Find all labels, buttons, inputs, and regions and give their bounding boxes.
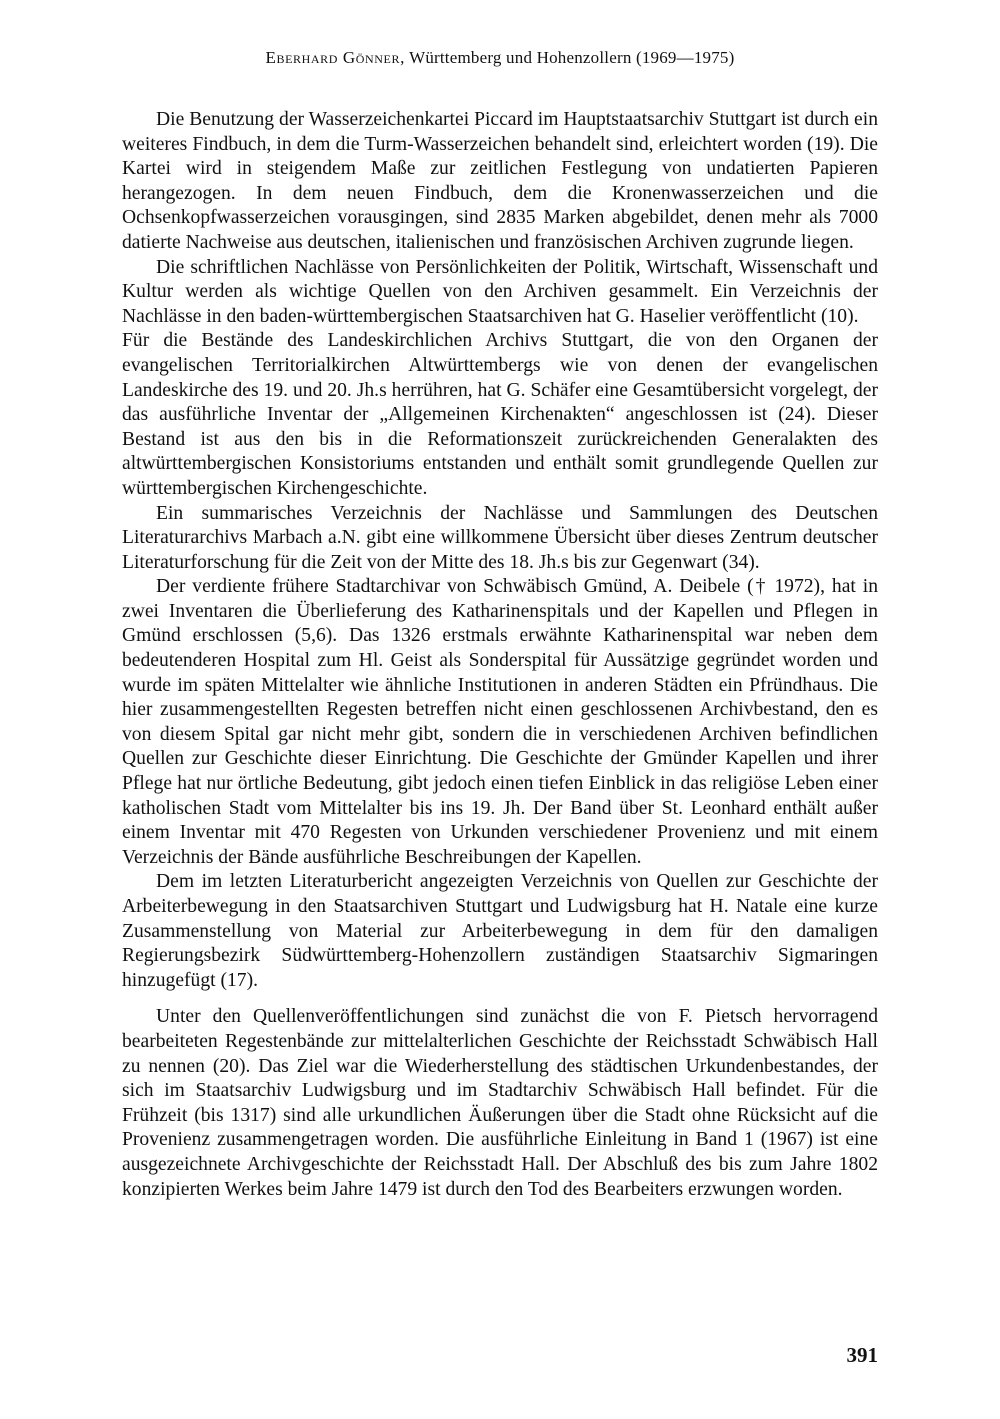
paragraph-personal-papers: Die schriftlichen Nachlässe von Persönlichkeiten der Politik, Wirtschaft, Wissenschaft und Kultur werden als wichtige Quellen von den Archiven gesammelt. Ein Verzeichnis der Nachlässe in den baden-württembergischen Staatsarchiven hat G. Haselier veröffentlicht (10).	[122, 256, 878, 327]
running-head-author: Eberhard Gönner,	[265, 48, 405, 67]
paragraph-literature-archive: Ein summarisches Verzeichnis der Nachlässe und Sammlungen des Deutschen Literaturarchivs Marbach a.N. gibt eine willkommene Übersicht über dieses Zentrum deutscher Literaturforschung für die Zeit von der Mitte des 18. Jh.s bis zur Gegenwart (34).	[122, 502, 878, 573]
paragraph-watermark-index: Die Benutzung der Wasserzeichenkartei Piccard im Hauptstaatsarchiv Stuttgart ist durch ein weiteres Findbuch, in dem die Turm-Wasserzeichen behandelt sind, erleichtert worden (19). Die Kartei wird in steigendem Maße zur zeitlichen Festlegung von undatierten Papieren herangezogen. In dem neuen Findbuch, dem die Kronenwasserzeichen und die Ochsenkopfwasserzeichen vorausgingen, sind 2835 Marken abgebildet, denen mehr als 7000 datierte Nachweise aus deutschen, italienischen und französischen Archiven zugrunde liegen.	[122, 109, 878, 253]
paragraph-church-archive: Für die Bestände des Landeskirchlichen Archivs Stuttgart, die von den Organen der evangelischen Territorialkirchen Altwürttembergs wie von denen der evangelischen Landeskirche des 19. und 20. Jh.s herrühren, hat G. Schäfer eine Gesamtübersicht vorgelegt, der das ausführliche Inventar der „Allgemeinen Kirchenakten“ angeschlossen ist (24). Dieser Bestand ist aus den bis in die Reformationszeit zurückreichenden Generalakten des altwürttembergischen Konsistoriums entstanden und enthält somit grundlegende Quellen zur württembergischen Kirchengeschichte.	[122, 330, 878, 499]
body-text	[122, 108, 878, 1202]
running-head-title: Württemberg und Hohenzollern (1969—1975)	[409, 48, 735, 67]
running-head	[122, 48, 878, 68]
page-number: 391	[846, 1343, 878, 1367]
paragraph-labour-movement: Dem im letzten Literaturbericht angezeigten Verzeichnis von Quellen zur Geschichte der Arbeiterbewegung in den Staatsarchiven Stuttgart und Ludwigsburg hat H. Natale eine kurze Zusammenstellung von Material zur Arbeiterbewegung in dem für den damaligen Regierungsbezirk Südwürttemberg-Hohenzollern zuständigen Staatsarchiv Sigmaringen hinzugefügt (17).	[122, 871, 878, 991]
paragraph-gmuend-inventories: Der verdiente frühere Stadtarchivar von Schwäbisch Gmünd, A. Deibele († 1972), hat in zwei Inventaren die Überlieferung des Katharinenspitals und der Kapellen und Pflegen in Gmünd erschlossen (5,6). Das 1326 erstmals erwähnte Katharinenspital war neben dem bedeutenderen Hospital zum Hl. Geist als Sonderspital für Aussätzige gegründet worden und wurde im späten Mittelalter wie ähnliche Institutionen in anderen Städten ein Pfründhaus. Die hier zusammengestellten Regesten betreffen nicht einen geschlossenen Archivbestand, den es von diesem Spital gar nicht mehr gibt, sondern die in verschiedenen Archiven befindlichen Quellen zur Geschichte dieser Einrichtung. Die Geschichte der Gmünder Kapellen und ihrer Pflege hat nur örtliche Bedeutung, gibt jedoch einen tiefen Einblick in das religiöse Leben einer katholischen Stadt vom Mittelalter bis ins 19. Jh. Der Band über St. Leonhard enthält außer einem Inventar mit 470 Regesten von Urkunden verschiedener Provenienz und mit einem Verzeichnis der Bände ausführliche Beschreibungen der Kapellen.	[122, 576, 878, 868]
paragraph-source-editions: Unter den Quellenveröffentlichungen sind zunächst die von F. Pietsch hervorragend bearbeiteten Regestenbände zur mittelalterlichen Geschichte der Reichsstadt Schwäbisch Hall zu nennen (20). Das Ziel war die Wiederherstellung des städtischen Urkundenbestandes, der sich im Staatsarchiv Ludwigsburg und im Stadtarchiv Schwäbisch Hall befindet. Für die Frühzeit (bis 1317) sind alle urkundlichen Äußerungen über die Stadt ohne Rücksicht auf die Provenienz zusammengetragen worden. Die ausführliche Einleitung in Band 1 (1967) ist eine ausgezeichnete Archivgeschichte der Reichsstadt Hall. Der Abschluß des bis zum Jahre 1802 konzipierten Werkes beim Jahre 1479 ist durch den Tod des Bearbeiters erzwungen worden.	[122, 1006, 878, 1200]
